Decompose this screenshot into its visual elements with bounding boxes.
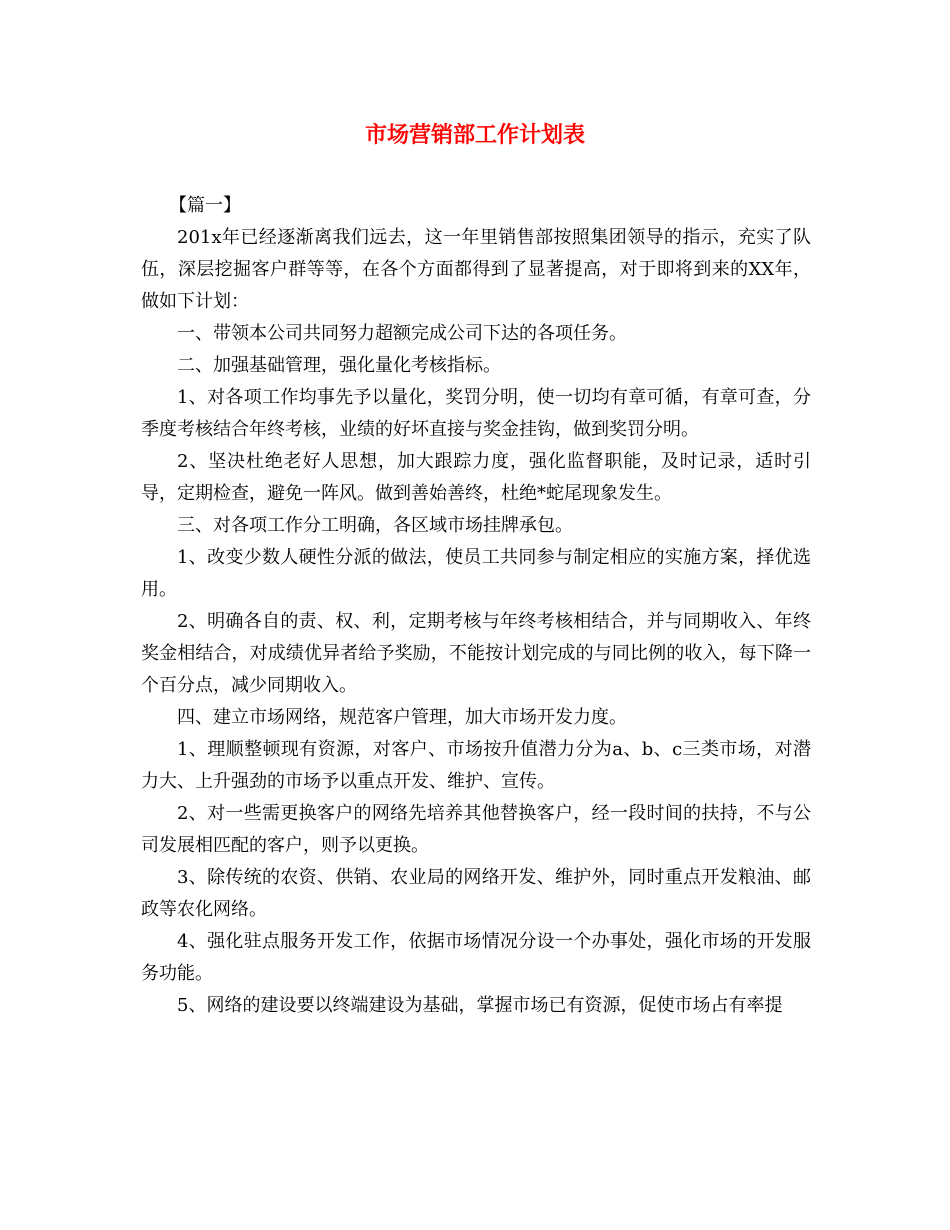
paragraph-item-4-3: 3、除传统的农资、供销、农业局的网络开发、维护外，同时重点开发粮油、邮政等农化网络。 [141,867,811,920]
paragraph-item-3-1: 1、改变少数人硬性分派的做法，使员工共同参与制定相应的实施方案，择优选用。 [141,547,811,600]
document-body [141,190,811,1022]
paragraph-item-2: 二、加强基础管理，强化量化考核指标。 [177,355,501,376]
paragraph-item-4-2: 2、对一些需更换客户的网络先培养其他替换客户，经一段时间的扶持，不与公司发展相匹配的客户，则予以更换。 [141,803,811,856]
paragraph-item-4-4: 4、强化驻点服务开发工作，依据市场情况分设一个办事处，强化市场的开发服务功能。 [141,931,811,984]
paragraph-item-2-1: 1、对各项工作均事先予以量化，奖罚分明，使一切均有章可循，有章可查，分季度考核结合年终考核，业绩的好坏直接与奖金挂钩，做到奖罚分明。 [141,387,811,440]
paragraph-item-1: 一、带领本公司共同努力超额完成公司下达的各项任务。 [177,323,627,344]
paragraph-item-3-2: 2、明确各自的责、权、利，定期考核与年终考核相结合，并与同期收入、年终奖金相结合，对成绩优异者给予奖励，不能按计划完成的与同比例的收入，每下降一个百分点，减少同期收入。 [141,611,811,696]
paragraph-item-4: 四、建立市场网络，规范客户管理，加大市场开发力度。 [177,707,627,728]
paragraph-item-3: 三、对各项工作分工明确，各区域市场挂牌承包。 [177,515,573,536]
paragraph-item-4-5: 5、网络的建设要以终端建设为基础，掌握市场已有资源，促使市场占有率提 [177,995,783,1016]
paragraph-intro: 201x年已经逐渐离我们远去，这一年里销售部按照集团领导的指示，充实了队伍，深层挖掘客户群等等，在各个方面都得到了显著提高，对于即将到来的XX年，做如下计划： [141,227,811,312]
paragraph-item-4-1: 1、理顺整顿现有资源，对客户、市场按升值潜力分为a、b、c三类市场，对潜力大、上升强劲的市场予以重点开发、维护、宣传。 [141,739,811,792]
section-label: 【篇一】 [169,195,241,216]
paragraph-item-2-2: 2、坚决杜绝老好人思想，加大跟踪力度，强化监督职能，及时记录，适时引导，定期检查，避免一阵风。做到善始善终，杜绝*蛇尾现象发生。 [141,451,811,504]
document-title: 市场营销部工作计划表 [364,122,585,148]
